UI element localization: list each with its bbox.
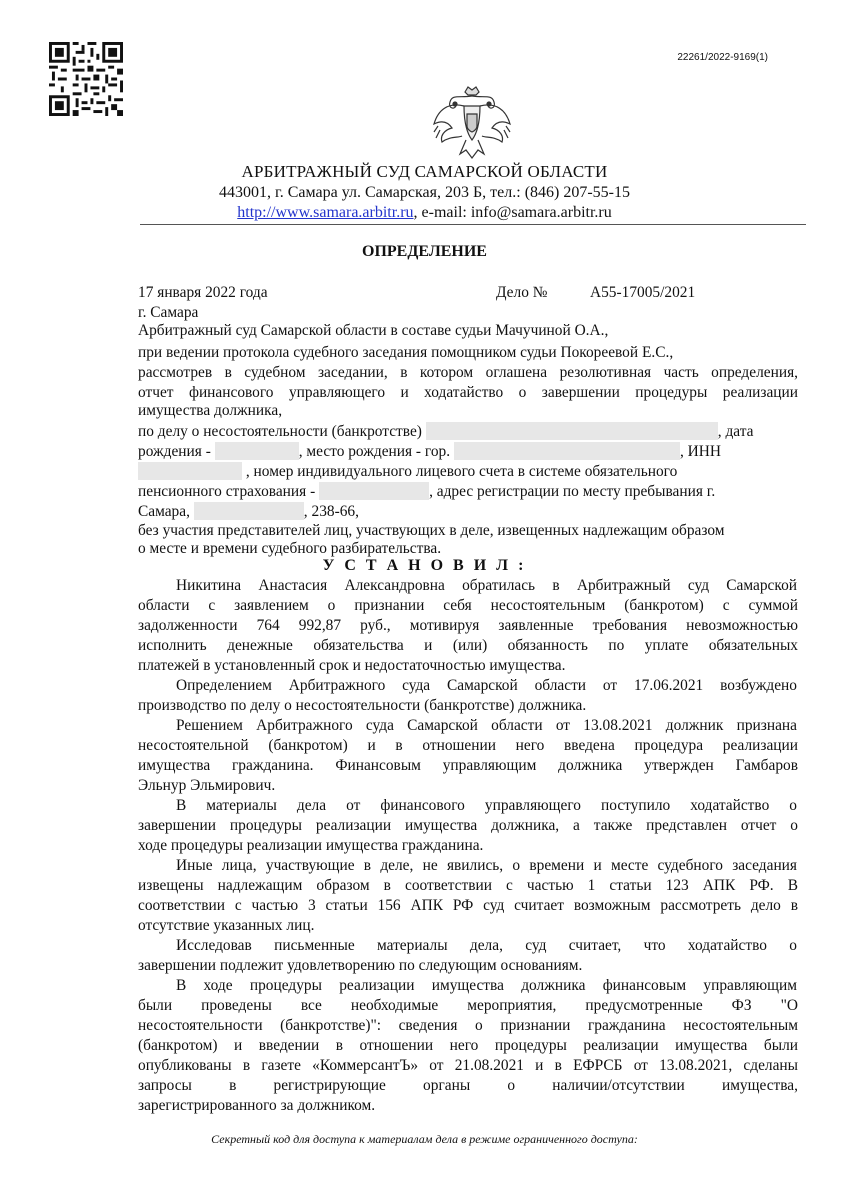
intro-line: Арбитражный суд Самарской области в составе судьи Мачучиной О.А.,	[138, 322, 609, 339]
body-line: были проведены все необходимые мероприятия, предусмотренные ФЗ "О	[138, 997, 798, 1014]
body-line: Решением Арбитражного суда Самарской области от 13.08.2021 должник признана	[176, 717, 797, 734]
redaction-block	[215, 442, 299, 460]
debtor-text: рождения -	[138, 443, 211, 460]
body-line: извещены надлежащим образом в соответствии с частью 1 статьи 123 АПК РФ. В	[138, 877, 798, 894]
header-divider	[140, 224, 806, 225]
debtor-line	[138, 482, 800, 501]
body-line: зарегистрированного за должником.	[138, 1097, 376, 1114]
body-line: Эльнур Эльмирович.	[138, 777, 276, 794]
case-label: Дело №	[496, 284, 548, 301]
ustanovil-heading: У С Т А Н О В И Л :	[322, 557, 527, 574]
court-email: , e-mail: info@samara.arbitr.ru	[413, 204, 612, 221]
debtor-line	[138, 442, 800, 461]
redaction-block	[194, 502, 304, 520]
debtor-line	[138, 462, 800, 481]
debtor-text: , место рождения - гор.	[298, 443, 451, 460]
body-line: несостоятельности (банкротстве)": сведения о признании гражданина несостоятельным	[138, 1017, 798, 1034]
body-line: В ходе процедуры реализации имущества должника финансовым управляющим	[176, 977, 797, 994]
body-line: производство по делу о несостоятельности (банкротстве) должника.	[138, 697, 587, 714]
body-line: соответствии с частью 3 статьи 156 АПК РФ суд считает возможным рассмотреть дело в	[138, 897, 798, 914]
body-line: исполнить денежные обязательства и (или) обязанность по уплате обязательных	[138, 637, 798, 654]
qr-code	[49, 42, 123, 116]
case-number: А55-17005/2021	[590, 284, 696, 301]
body-line: Исследовав письменные материалы дела, суд считает, что ходатайство о	[176, 937, 797, 954]
body-line: платежей в установленный срок и недостаточностью имущества.	[138, 657, 566, 674]
city: г. Самара	[138, 304, 199, 321]
decision-date: 17 января 2022 года	[138, 284, 268, 301]
intro-line: рассмотрев в судебном заседании, в котором оглашена резолютивная часть определения,	[138, 364, 798, 381]
debtor-text: , ИНН	[679, 443, 721, 460]
body-line: опубликованы в газете «КоммерсантЪ» от 21.08.2021 и в ЕФРСБ от 13.08.2021, сделаны	[138, 1057, 798, 1074]
intro-line: о месте и времени судебного разбирательства.	[138, 540, 442, 557]
court-contacts	[0, 204, 849, 222]
intro-line: имущества должника,	[138, 402, 283, 419]
coat-of-arms-icon	[430, 84, 514, 162]
body-line: несостоятельной (банкротом) и в отношении него введена процедура реализации	[138, 737, 798, 754]
body-line: имущества гражданина. Финансовым управляющим должника утвержден Гамбаров	[138, 757, 798, 774]
body-line: запросы в регистрирующие органы о наличии/отсутствии имущества,	[138, 1077, 798, 1094]
body-line: задолженности 764 992,87 руб., мотивируя заявленные требования невозможностью	[138, 617, 798, 634]
court-address: 443001, г. Самара ул. Самарская, 203 Б, тел.: (846) 207-55-15	[218, 184, 631, 201]
redaction-block	[138, 462, 242, 480]
court-name: АРБИТРАЖНЫЙ СУД САМАРСКОЙ ОБЛАСТИ	[241, 162, 608, 181]
body-line: (банкротом) и введении в отношении него процедуры реализации имущества были	[138, 1037, 798, 1054]
debtor-text: , адрес регистрации по месту пребывания г.	[429, 483, 716, 500]
body-line: ходе процедуры реализации имущества гражданина.	[138, 837, 484, 854]
debtor-text: , 238-66,	[303, 503, 359, 520]
debtor-text: , номер индивидуального лицевого счета в системе обязательного	[245, 463, 678, 480]
intro-line: без участия представителей лиц, участвующих в деле, извещенных надлежащим образом	[138, 522, 725, 539]
body-line: Никитина Анастасия Александровна обратилась в Арбитражный суд Самарской	[176, 577, 797, 594]
redaction-block	[426, 422, 718, 440]
debtor-text: Самара,	[138, 503, 190, 520]
debtor-line	[138, 422, 800, 441]
intro-line: отчет финансового управляющего и ходатайство о завершении процедуры реализации	[138, 384, 798, 401]
debtor-text: пенсионного страхования -	[138, 483, 316, 500]
document-type-title: ОПРЕДЕЛЕНИЕ	[362, 243, 487, 260]
body-line: завершении процедуры реализации имущества должника, а также представлен отчет о	[138, 817, 798, 834]
case-code: 22261/2022-9169(1)	[677, 52, 768, 63]
intro-line: при ведении протокола судебного заседания помощником судьи Покореевой Е.С.,	[138, 344, 674, 361]
body-line: завершении подлежит удовлетворению по следующим основаниям.	[138, 957, 583, 974]
body-line: Иные лица, участвующие в деле, не явились, о времени и месте судебного заседания	[176, 857, 797, 874]
debtor-text: по делу о несостоятельности (банкротстве)	[138, 423, 422, 440]
debtor-text: , дата	[717, 423, 754, 440]
redaction-block	[454, 442, 680, 460]
access-code-note: Секретный код для доступа к материалам дела в режиме ограниченного доступа:	[211, 1132, 638, 1146]
court-website-link[interactable]: http://www.samara.arbitr.ru	[237, 204, 414, 221]
debtor-line	[138, 502, 800, 521]
body-line: области с заявлением о признании себя несостоятельным (банкротом) с суммой	[138, 597, 798, 614]
body-line: Определением Арбитражного суда Самарской области от 17.06.2021 возбуждено	[176, 677, 797, 694]
body-line: отсутствие указанных лиц.	[138, 917, 315, 934]
redaction-block	[319, 482, 429, 500]
body-line: В материалы дела от финансового управляющего поступило ходатайство о	[176, 797, 797, 814]
